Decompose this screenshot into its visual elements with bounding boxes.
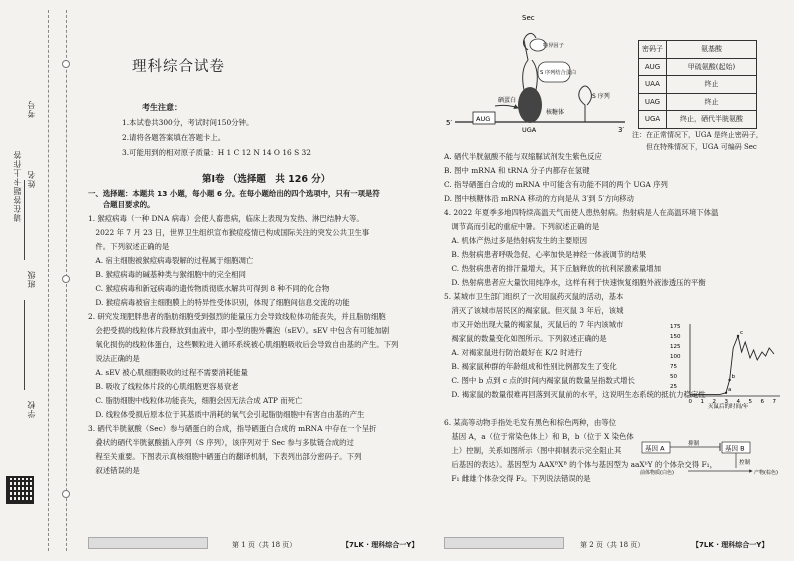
chart-series	[690, 330, 774, 394]
school-label: 学校	[27, 400, 36, 418]
s-sequence-label: S 序列	[592, 93, 610, 100]
y-tick-label: 25	[670, 384, 677, 390]
y-tick-label: 175	[670, 324, 681, 330]
factor-label: 特异因子	[543, 43, 564, 49]
exam-paper: 请在答题卡上作答 学校 班级 姓名 考号 理科综合试卷 考生注意： 1.本试卷共300分，考试时间150分钟。 2.请将各题答案填在答题卡上。 3.可能用到的相对原子质量：H 1 C 12 N 14 O 16 S 32 第Ⅰ卷 （选择题 共 126 分） 一、选择题：本题共 13 小题，每小题 6 分。在每小题给出的四个选项中，只有一项是符 合题目要求的。 1. 猴痘病毒（一种 DNA 病毒）会使人畜患病，临床上表现为发热、淋巴结肿大等。 2022 年 7 月 23 日，世界卫生组织宣布猴痘疫情已构成国际关注的突发公共卫生事 件。下列叙述正确的是 A. 宿主细胞被猴痘病毒裂解的过程属于细胞凋亡 B. 猴痘病毒的碱基种类与猴细胞中的完全相同 C. 猴痘病毒和新冠病毒的遗传物质彻底水解共可得到 8 种不同的化合物 D. 猴痘病毒被宿主细胞膜上的特异性受体识别，体现了细胞间信息交流的功能 2. 研究发现肥胖患者的脂肪细胞受到强烈的能量压力会导致线粒体功能丧失，并且脂肪细胞 会把受损的线粒体片段释放到血液中，即小型的胞外囊泡（sEV）。sEV 中包含有可能加剧 氧化损伤的线粒体蛋白，这些颗粒进入循环系统被心肌细胞吸收后会导致自由基的产生。下列 说法正确的是 A. sEV 被心肌细胞吸收的过程不需要消耗能量 B. 吸收了线粒体片段的心肌细胞更容易衰老 C. 脂肪细胞中线粒体功能丧失，细胞会因无法合成 ATP 而死亡 D. 线粒体受损后原本位于其基质中消耗的氧气会引起脂肪细胞中有害自由基的产生 3. 硒代半胱氨酸（Sec）参与硒蛋白的合成，指导硒蛋白合成的 mRNA 中存在一个呈折 叠状的硒代半胱氨酸插入序列（S 序列），该序列对于 Sec 参与多肽链合成的过 程至关重要。下图表示真核细胞中硒蛋白的翻译机制，下表列出部分密码子。下列 叙述错误的是 第 1 页（共 18 页） 【7LK · 理科综合一Y】 Sec 特异因子 S 序列结合蛋白 硒蛋白 S 序列 核糖体 5′ 3′ AUG UGA 密码子 氨基酸 AUG 甲硫氨酸(起始) UAA 终止 UAG 终止 UGA 终止，硒代半胱氨酸 注：在正常情况下，UGA 是终止密码子， 但在特殊情况下，UGA 可编码 Sec A. 硒代半胱氨酸不能与双缩脲试剂发生紫色反应 B. 图中 mRNA 和 tRNA 分子内都存在氢键 C. 指导硒蛋白合成的 mRNA 中可能含有功能不同的两个 UGA 序列 D. 图中核糖体沿 mRNA 移动的方向是从 3′到 5′方向移动 4. 2022 年夏季多地四特续高温天气而使人患热射病。热射病是人在高温环境下体温 调节高而引起的重症中暑。下列叙述正确的是 A. 机体产热过多是热射病发生的主要原因 B. 热射病患者呼吸急促、心率加快是神经一体液调节的结果 C. 热射病患者的排汗量增大，其下丘脑释放的抗利尿激素量增加 D. 热射病患者应大量饮用纯净水，这样有利于快速恢复细胞外液渗透压的平衡 5. 某城市卫生部门组织了一次用鼠药灭鼠的活动，基本 消灭了该城市居民区的褐家鼠。但灭鼠 3 年后，该城 市又开始出现大量的褐家鼠，灭鼠后的 7 年内该城市 褐家鼠的数量变化如图所示。下列叙述正确的是 A. 对褐家鼠进行防治最好在 K/2 时进行 B. 褐家鼠种群的年龄组成和性别比例都发生了变化 C. 图中 b 点到 c 点的时间内褐家鼠的数量呈指数式增长 D. 褐家鼠的数量很难再回落到灭鼠前的水平，这说明生态系统的抵抗力稳定性 6. 某高等动物手指处毛发有黑色和棕色两种，由等位 基因 A，a（位于常染色体上）和 B，b（位于 X 染色体 上）控制，关系如图所示（图中抑制表示完全阻止其 后基因的表达）。基因型为 AAXᴮXᴮ 的个体与基因型为 aaXᵇY 的个体杂交得 F₁， F₁ 雌雄个体杂交得 F₂。下列说法错误的是 第 2 页（共 18 页） 【7LK · 理科综合一Y】 基因 A 抑制 基因 B 控制 前体物质(白色) 产物(棕色) 0 1 2 3 4 5 6 7 25 50 75 100 125 150 175 a b c 灭鼠后的时间/年	[0, 0, 794, 561]
q1-option-b: B. 猴痘病毒的碱基种类与猴细胞中的完全相同	[88, 270, 246, 279]
y-tick-label: 150	[670, 334, 681, 340]
scan-watermark	[88, 537, 208, 549]
q3-option-b: B. 图中 mRNA 和 tRNA 分子内都存在氢键	[444, 166, 590, 175]
q5-option-c: C. 图中 b 点到 c 点的时间内褐家鼠的数量呈指数式增长	[444, 376, 635, 385]
chart-axes	[690, 324, 780, 396]
binding-hole	[62, 60, 70, 68]
q5-option-d: D. 褐家鼠的数量很难再回落到灭鼠前的水平，这说明生态系统的抵抗力稳定性	[444, 390, 706, 399]
q4-option-b: B. 热射病患者呼吸急促、心率加快是神经一体液调节的结果	[444, 250, 647, 259]
section-intro: 一、选择题：本题共 13 小题，每小题 6 分。在每小题给出的四个选项中，只有一项是符	[88, 189, 380, 198]
note-2: 2.请将各题答案填在答题卡上。	[122, 133, 226, 142]
paper-title: 理科综合试卷	[132, 59, 225, 75]
gene-b-label: 基因 B	[725, 444, 745, 453]
population-chart	[668, 318, 786, 410]
page-number: 第 1 页（共 18 页）	[232, 541, 297, 549]
q5-option-b: B. 褐家鼠种群的年龄组成和性别比例都发生了变化	[444, 362, 617, 371]
x-tick-label: 5	[748, 399, 752, 405]
q3-stem: 3. 硒代半胱氨酸（Sec）参与硒蛋白的合成，指导硒蛋白合成的 mRNA 中存在一个呈折	[88, 424, 377, 433]
binding-hole	[62, 490, 70, 498]
three-prime-label: 3′	[618, 126, 625, 134]
x-axis-label: 灭鼠后的时间/年	[708, 404, 749, 410]
page-1: 理科综合试卷 考生注意： 1.本试卷共300分，考试时间150分钟。 2.请将各题答案填在答题卡上。 3.可能用到的相对原子质量：H 1 C 12 N 14 O 16 S 32 第Ⅰ卷 （选择题 共 126 分） 一、选择题：本题共 13 小题，每小题 6 分。在每小题给出的四个选项中，只有一项是符 合题目要求的。 1. 猴痘病毒（一种 DNA 病毒）会使人畜患病，临床上表现为发热、淋巴结肿大等。 2022 年 7 月 23 日，世界卫生组织宣布猴痘疫情已构成国际关注的突发公共卫生事 件。下列叙述正确的是 A. 宿主细胞被猴痘病毒裂解的过程属于细胞凋亡 B. 猴痘病毒的碱基种类与猴细胞中的完全相同 C. 猴痘病毒和新冠病毒的遗传物质彻底水解共可得到 8 种不同的化合物 D. 猴痘病毒被宿主细胞膜上的特异性受体识别，体现了细胞间信息交流的功能 2. 研究发现肥胖患者的脂肪细胞受到强烈的能量压力会导致线粒体功能丧失，并且脂肪细胞 会把受损的线粒体片段释放到血液中，即小型的胞外囊泡（sEV）。sEV 中包含有可能加剧 氧化损伤的线粒体蛋白，这些颗粒进入循环系统被心肌细胞吸收后会导致自由基的产生。下列 说法正确的是 A. sEV 被心肌细胞吸收的过程不需要消耗能量 B. 吸收了线粒体片段的心肌细胞更容易衰老 C. 脂肪细胞中线粒体功能丧失，细胞会因无法合成 ATP 而死亡 D. 线粒体受损后原本位于其基质中消耗的氧气会引起脂肪细胞中有害自由基的产生 3. 硒代半胱氨酸（Sec）参与硒蛋白的合成，指导硒蛋白合成的 mRNA 中存在一个呈折 叠状的硒代半胱氨酸插入序列（S 序列），该序列对于 Sec 参与多肽链合成的过 程至关重要。下图表示真核细胞中硒蛋白的翻译机制，下表列出部分密码子。下列 叙述错误的是 第 1 页（共 18 页） 【7LK · 理科综合一Y】	[88, 59, 419, 549]
q1-option-a: A. 宿主细胞被猴痘病毒裂解的过程属于细胞凋亡	[88, 256, 254, 265]
q2-option-b: B. 吸收了线粒体片段的心肌细胞更容易衰老	[88, 382, 239, 391]
page-number: 第 2 页（共 18 页）	[580, 541, 645, 549]
scan-watermark	[444, 537, 564, 549]
y-tick-label: 75	[670, 364, 677, 370]
y-tick-label: 50	[670, 374, 677, 380]
q5-stem: 5. 某城市卫生部门组织了一次用鼠药灭鼠的活动，基本	[444, 292, 624, 301]
x-tick-label: 1	[700, 399, 704, 405]
codon-note: 注：在正常情况下，UGA 是终止密码子，	[632, 131, 763, 139]
notes-title: 考生注意：	[142, 103, 182, 112]
chart-ticks	[670, 324, 777, 405]
binding-protein-label: S 序列结合蛋白	[540, 70, 577, 76]
ribosome-label: 核糖体	[546, 109, 565, 116]
q1-stem: 1. 猴痘病毒（一种 DNA 病毒）会使人畜患病，临床上表现为发热、淋巴结肿大等。	[88, 214, 364, 223]
q5-option-a: A. 对褐家鼠进行防治最好在 K/2 时进行	[444, 348, 583, 357]
class-label: 班级	[27, 270, 36, 288]
precursor-label: 前体物质(白色)	[640, 470, 674, 476]
selenoprotein-label: 硒蛋白	[498, 97, 517, 104]
q2-option-d: D. 线粒体受损后原本位于其基质中消耗的氧气会引起脂肪细胞中有害自由基的产生	[88, 410, 365, 419]
q1-option-c: C. 猴痘病毒和新冠病毒的遗传物质彻底水解共可得到 8 种不同的化合物	[88, 284, 330, 293]
point-label-a: a	[728, 386, 732, 393]
x-tick-label: 0	[688, 399, 692, 405]
five-prime-label: 5′	[446, 119, 453, 127]
x-tick-label: 7	[772, 399, 776, 405]
sec-label: Sec	[522, 14, 535, 22]
codon-table: 密码子 氨基酸 AUG 甲硫氨酸(起始) UAA 终止 UAG 终止 UGA 终止，硒代半胱氨酸	[638, 40, 757, 129]
point-b	[728, 379, 730, 381]
y-tick-label: 125	[670, 344, 681, 350]
fold-line	[48, 10, 49, 551]
point-c	[737, 335, 739, 337]
note-1: 1.本试卷共300分，考试时间150分钟。	[122, 118, 254, 127]
control-label: 控制	[739, 460, 751, 466]
binding-strip	[0, 0, 80, 561]
point-label-b: b	[731, 374, 736, 380]
product-label: 产物(棕色)	[754, 470, 778, 476]
q4-option-a: A. 机体产热过多是热射病发生的主要原因	[444, 236, 588, 245]
x-tick-label: 6	[760, 399, 764, 405]
q2-stem: 2. 研究发现肥胖患者的脂肪细胞受到强烈的能量压力会导致线粒体功能丧失，并且脂肪细胞	[88, 312, 386, 321]
section-title: 第Ⅰ卷 （选择题 共 126 分）	[202, 174, 331, 185]
q4-option-d: D. 热射病患者应大量饮用纯净水，这样有利于快速恢复细胞外液渗透压的平衡	[444, 278, 706, 287]
uga-label: UGA	[522, 126, 537, 134]
name-label: 姓名	[27, 170, 36, 188]
page-2: A. 硒代半胱氨酸不能与双缩脲试剂发生紫色反应 B. 图中 mRNA 和 tRNA 分子内都存在氢键 C. 指导硒蛋白合成的 mRNA 中可能含有功能不同的两个 UGA 序列 D. 图中核糖体沿 mRNA 移动的方向是从 3′到 5′方向移动 4. 2022 年夏季多地四特续高温天气而使人患热射病。热射病是人在高温环境下体温 调节高而引起的重症中暑。下列叙述正确的是 A. 机体产热过多是热射病发生的主要原因 B. 热射病患者呼吸急促、心率加快是神经一体液调节的结果 C. 热射病患者的排汗量增大，其下丘脑释放的抗利尿激素量增加 D. 热射病患者应大量饮用纯净水，这样有利于快速恢复细胞外液渗透压的平衡 5. 某城市卫生部门组织了一次用鼠药灭鼠的活动，基本 消灭了该城市居民区的褐家鼠。但灭鼠 3 年后，该城 市又开始出现大量的褐家鼠，灭鼠后的 7 年内该城市 褐家鼠的数量变化如图所示。下列叙述正确的是 A. 对褐家鼠进行防治最好在 K/2 时进行 B. 褐家鼠种群的年龄组成和性别比例都发生了变化 C. 图中 b 点到 c 点的时间内褐家鼠的数量呈指数式增长 D. 褐家鼠的数量很难再回落到灭鼠前的水平，这说明生态系统的抵抗力稳定性 6. 某高等动物手指处毛发有黑色和棕色两种，由等位 基因 A，a（位于常染色体上）和 B，b（位于 X 染色体 上）控制，关系如图所示（图中抑制表示完全阻止其 后基因的表达）。基因型为 AAXᴮXᴮ 的个体与基因型为 aaXᵇY 的个体杂交得 F₁， F₁ 雌雄个体杂交得 F₂。下列说法错误的是 第 2 页（共 18 页） 【7LK · 理科综合一Y】	[444, 152, 769, 549]
exam-no-label: 考号	[27, 100, 36, 118]
y-tick-label: 100	[670, 354, 681, 360]
q2-option-a: A. sEV 被心肌细胞吸收的过程不需要消耗能量	[88, 368, 248, 377]
inhibit-label: 抑制	[688, 441, 700, 447]
gene-a-label: 基因 A	[645, 444, 665, 453]
binding-hole	[62, 275, 70, 283]
q6-stem: 6. 某高等动物手指处毛发有黑色和棕色两种，由等位	[444, 418, 616, 427]
q2-option-c: C. 脂肪细胞中线粒体功能丧失，细胞会因无法合成 ATP 而死亡	[88, 396, 303, 405]
point-a	[725, 392, 727, 394]
x-tick-label: 3	[724, 399, 728, 405]
note-3: 3.可能用到的相对原子质量：H 1 C 12 N 14 O 16 S 32	[122, 148, 311, 157]
gene-regulation-diagram	[640, 440, 790, 480]
q1-option-d: D. 猴痘病毒被宿主细胞膜上的特异性受体识别，体现了细胞间信息交流的功能	[88, 298, 350, 307]
x-tick-label: 4	[736, 399, 740, 405]
paper-code: 【7LK · 理科综合一Y】	[692, 541, 769, 549]
q4-stem: 4. 2022 年夏季多地四特续高温天气而使人患热射病。热射病是人在高温环境下体温	[444, 208, 719, 217]
q3-option-a: A. 硒代半胱氨酸不能与双缩脲试剂发生紫色反应	[444, 152, 602, 161]
paper-code: 【7LK · 理科综合一Y】	[342, 541, 419, 549]
point-label-c: c	[740, 330, 744, 336]
q4-option-c: C. 热射病患者的排汗量增大，其下丘脑释放的抗利尿激素量增加	[444, 264, 662, 273]
aug-label: AUG	[476, 115, 491, 123]
x-tick-label: 2	[712, 399, 716, 405]
qr-code-icon	[6, 476, 34, 504]
q3-option-d: D. 图中核糖体沿 mRNA 移动的方向是从 3′到 5′方向移动	[444, 194, 634, 203]
notice-label: 请在答题卡上作答	[13, 150, 22, 222]
q3-option-c: C. 指导硒蛋白合成的 mRNA 中可能含有功能不同的两个 UGA 序列	[444, 180, 668, 189]
population-line	[690, 336, 774, 394]
